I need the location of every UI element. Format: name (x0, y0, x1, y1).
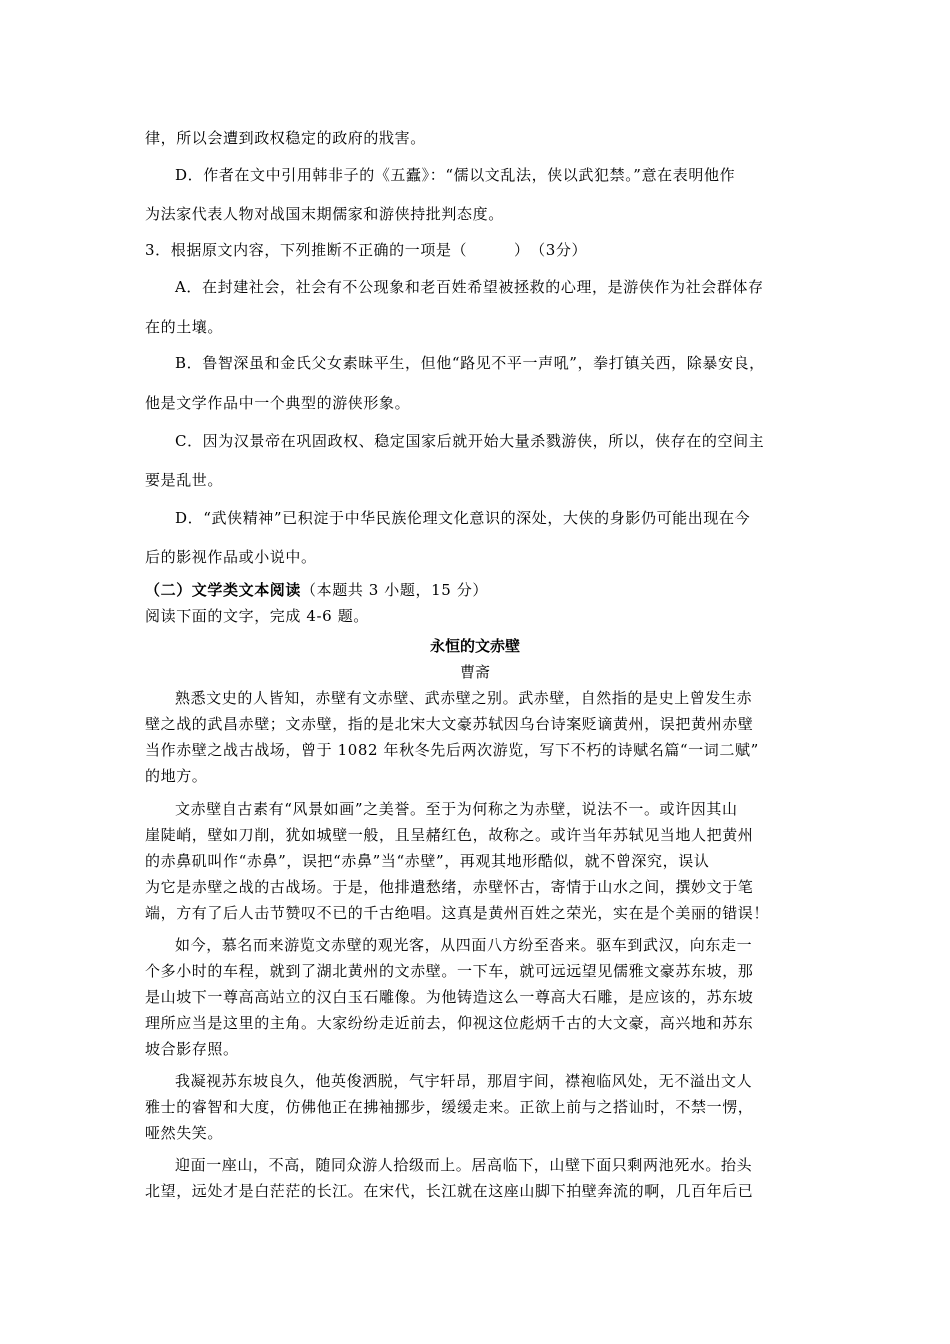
article-title: 永恒的文赤壁 (429, 637, 520, 655)
article-line: 的赤鼻矶叫作“赤鼻”，误把“赤鼻”当“赤壁”，再观其地形酷似，就不曾深究，误认 (145, 852, 710, 870)
article-line: 坡合影存照。 (145, 1040, 239, 1058)
q3-stem: 3．根据原文内容，下列推断不正确的一项是（ ） （3分） (145, 241, 588, 259)
section-heading-note: （本题共 3 小题，15 分） (301, 581, 488, 599)
article-line: 如今，慕名而来游览文赤壁的观光客，从四面八方纷至沓来。驱车到武汉，向东走一 (175, 936, 753, 954)
article-line: 为它是赤壁之战的古战场。于是，他排遣愁绪，赤壁怀古，寄情于山水之间，撰妙文于笔 (145, 878, 754, 896)
q3-option-b-line1: B．鲁智深虽和金氏父女素昧平生，但他“路见不平一声吼”，拳打镇关西，除暴安良， (175, 354, 765, 372)
article-line: 的地方。 (145, 767, 208, 785)
article-line: 迎面一座山，不高，随同众游人拾级而上。居高临下，山壁下面只剩两池死水。抬头 (175, 1156, 753, 1174)
article-line: 文赤壁自古素有“风景如画”之美誉。至于为何称之为赤壁，说法不一。或许因其山 (175, 800, 738, 818)
article-line: 当作赤壁之战古战场，曾于 1082 年秋冬先后两次游览，写下不朽的诗赋名篇“一词二赋” (145, 741, 759, 759)
q3-option-c-line1: C．因为汉景帝在巩固政权、稳定国家后就开始大量杀戮游侠，所以，侠存在的空间主 (175, 432, 765, 450)
q3-option-a-line2: 在的土壤。 (145, 318, 224, 336)
article-line: 北望，远处才是白茫茫的长江。在宋代，长江就在这座山脚下拍壁奔流的啊，几百年后已 (145, 1182, 754, 1200)
article-line: 是山坡下一尊高高站立的汉白玉石雕像。为他铸造这么一尊高大石雕，是应该的，苏东坡 (145, 988, 754, 1006)
article-line: 哑然失笑。 (145, 1124, 224, 1142)
article-line: 壁之战的武昌赤壁；文赤壁，指的是北宋大文豪苏轼因乌台诗案贬谪黄州，误把黄州赤壁 (145, 715, 754, 733)
q3-option-d-line1: D．“武侠精神”已积淀于中华民族伦理文化意识的深处，大侠的身影仍可能出现在今 (175, 509, 751, 527)
article-author: 曹斋 (459, 663, 490, 681)
section-heading-bold: （二）文学类文本阅读 (145, 581, 302, 599)
q2-option-d-line1: D．作者在文中引用韩非子的《五蠹》：“儒以文乱法，侠以武犯禁。”意在表明他作 (175, 166, 736, 184)
q3-option-d-line2: 后的影视作品或小说中。 (145, 548, 317, 566)
article-line: 个多小时的车程，就到了湖北黄州的文赤壁。一下车，就可远远望见儒雅文豪苏东坡，那 (145, 962, 754, 980)
article-line: 端，方有了后人击节赞叹不已的千古绝唱。这真是黄州百姓之荣光，实在是个美丽的错误！ (145, 904, 770, 922)
article-line: 崖陡峭，壁如刀削，犹如城壁一般，且呈赭红色，故称之。或许当年苏轼见当地人把黄州 (145, 826, 754, 844)
article-line: 熟悉文史的人皆知，赤壁有文赤壁、武赤壁之别。武赤壁，自然指的是史上曾发生赤 (175, 689, 753, 707)
section-instruction: 阅读下面的文字，完成 4-6 题。 (145, 607, 369, 625)
q3-option-a-line1: A．在封建社会，社会有不公现象和老百姓希望被拯救的心理，是游侠作为社会群体存 (175, 278, 764, 296)
q3-option-c-line2: 要是乱世。 (145, 471, 224, 489)
q2-option-d-line2: 为法家代表人物对战国末期儒家和游侠持批判态度。 (145, 205, 504, 223)
q3-option-b-line2: 他是文学作品中一个典型的游侠形象。 (145, 394, 411, 412)
q2-option-c-tail: 律，所以会遭到政权稳定的政府的戕害。 (145, 129, 426, 147)
section-heading (145, 580, 488, 600)
article-line: 我凝视苏东坡良久，他英俊洒脱，气宇轩昂，那眉宇间，襟袍临风处，无不溢出文人 (175, 1072, 753, 1090)
article-line: 雅士的睿智和大度，仿佛他正在拂袖挪步，缓缓走来。正欲上前与之搭讪时，不禁一愣， (145, 1098, 754, 1116)
article-line: 理所应当是这里的主角。大家纷纷走近前去，仰视这位彪炳千古的大文豪，高兴地和苏东 (145, 1014, 754, 1032)
